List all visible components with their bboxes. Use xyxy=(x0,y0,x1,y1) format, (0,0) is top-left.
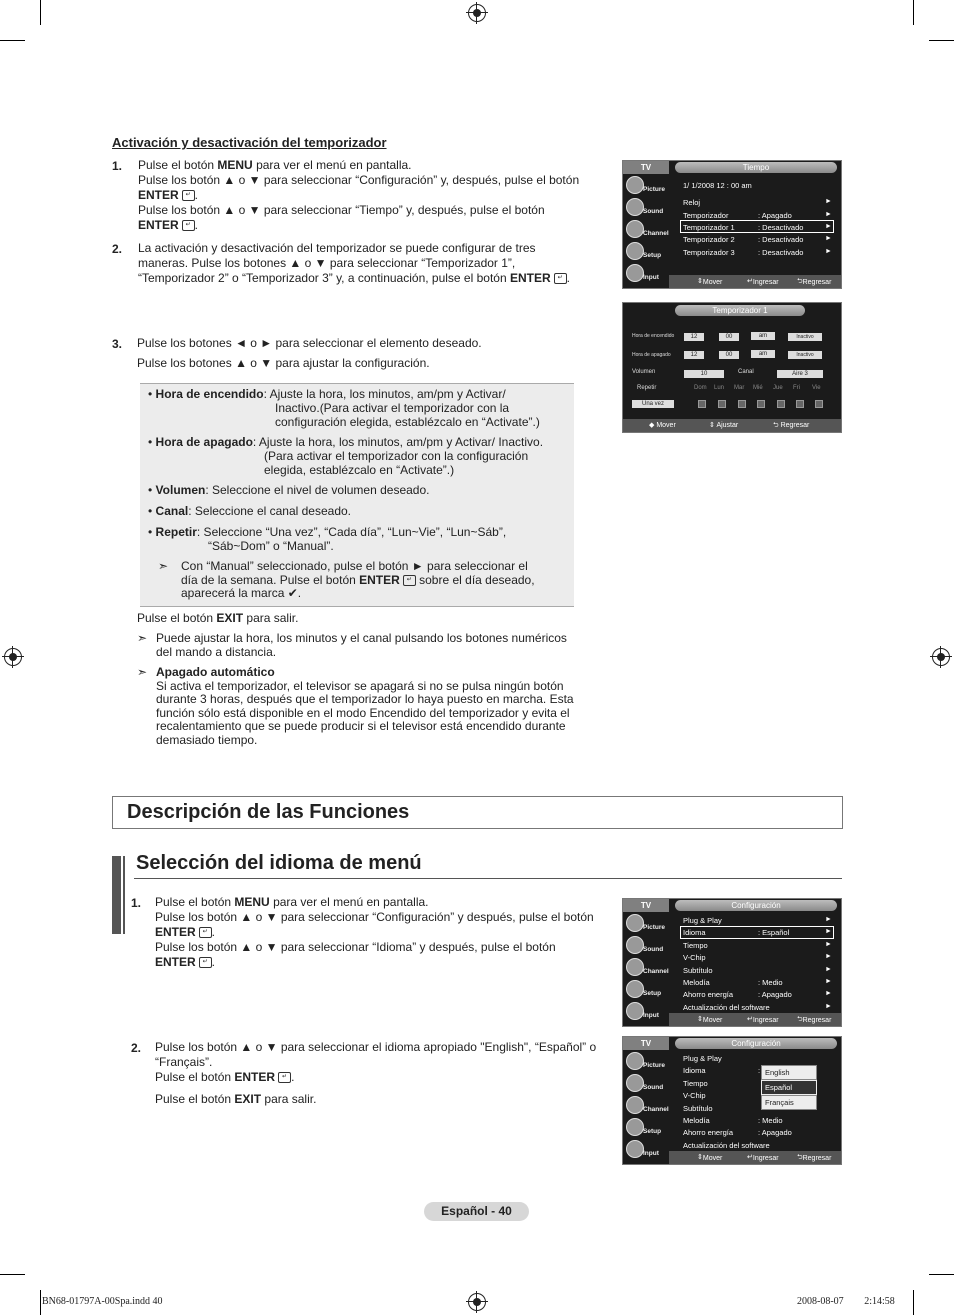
menu-title: Configuración xyxy=(675,900,837,911)
lang-option-english[interactable]: English xyxy=(761,1065,817,1080)
picture-icon xyxy=(626,914,644,932)
menu-title: Configuración xyxy=(675,1038,837,1049)
menu-row: Actualización del software ► xyxy=(683,1003,832,1012)
day-checkbox[interactable] xyxy=(815,400,823,408)
channel-icon xyxy=(626,220,644,238)
step-text: Pulse los botón ▲ o ▼ para seleccionar el idioma apropiado "English", “Español” o “Français”. Pulse el botón ENTER ↵ . Pulse el botón EXIT para salir. xyxy=(155,1040,597,1106)
menu-row: Melodía : Medio xyxy=(683,1116,783,1125)
note-manual: Con “Manual” seleccionado, pulse el botón ► para seleccionar el día de la semana. Pulse el botón ENTER ↵ sobre el día deseado, aparecerá la marca ✔. xyxy=(181,559,535,600)
note-arrow-icon: ➣ xyxy=(137,631,148,645)
bullet-hora-apagado: • Hora de apagado: Ajuste la hora, los minutos, am/pm y Activar/ Inactivo. (Para activar el temporizador con la configuración elegida, establézcalo en “Activate”.) xyxy=(148,435,544,477)
channel-icon xyxy=(626,958,644,976)
heading-bar xyxy=(123,856,125,934)
sidebar-item-input: Input xyxy=(623,262,669,284)
day-checkbox[interactable] xyxy=(757,400,765,408)
bullet-volumen: • Volumen: Seleccione el nivel de volumen deseado. xyxy=(148,483,430,497)
on-hour-field[interactable]: 12 xyxy=(684,333,704,341)
off-ampm-field[interactable]: am xyxy=(751,350,775,358)
sound-icon xyxy=(626,1074,644,1092)
sidebar-item-setup: Setup xyxy=(623,1116,669,1138)
sidebar-item-picture: Picture xyxy=(623,174,669,196)
menu-row: Melodía : Medio ► xyxy=(683,978,832,987)
setup-icon xyxy=(626,980,644,998)
menu-row: Idioma : Español ► xyxy=(683,928,832,937)
input-icon xyxy=(626,1140,644,1158)
step-number: 2. xyxy=(112,242,123,256)
menu-footer: ⇕ Mover ↵ Ingresar ⮌ Regresar xyxy=(669,1151,841,1164)
divider xyxy=(134,878,842,879)
menu-row: Ahorro energía : Apagado ► xyxy=(683,990,832,999)
tv-menu-idioma xyxy=(622,1036,842,1165)
crop-mark xyxy=(913,0,914,25)
tv-menu-tiempo xyxy=(622,160,842,289)
menu-row: Tiempo ► xyxy=(683,941,832,950)
off-state-field[interactable]: Inactivo xyxy=(788,351,822,359)
menu-footer: ⇕ Mover ↵ Ingresar ⮌ Regresar xyxy=(669,1013,841,1026)
crop-mark xyxy=(929,1274,954,1275)
volume-label: Volumen xyxy=(632,369,656,375)
step-number: 3. xyxy=(112,337,123,351)
sidebar-item-sound: Sound xyxy=(623,1072,669,1094)
menu-row: Temporizador : Apagado ► xyxy=(683,211,832,220)
repeat-label: Repetir xyxy=(637,385,657,391)
menu-title: Tiempo xyxy=(675,162,837,173)
heading-bar xyxy=(112,856,121,934)
repeat-field[interactable]: Una vez xyxy=(632,400,674,408)
picture-icon xyxy=(626,1052,644,1070)
sidebar-item-picture: Picture xyxy=(623,912,669,934)
menu-title: Temporizador 1 xyxy=(675,305,805,316)
section-title-box xyxy=(112,796,843,829)
crop-mark xyxy=(0,1274,25,1275)
menu-row: Actualización del software xyxy=(683,1141,770,1150)
step-number: 2. xyxy=(131,1041,142,1055)
menu-row: Subtítulo xyxy=(683,1104,713,1113)
on-ampm-field[interactable]: am xyxy=(751,332,775,340)
day-label: Mié xyxy=(753,385,763,391)
tab-tv: TV xyxy=(623,161,669,174)
menu-row: Ahorro energía : Apagado xyxy=(683,1128,792,1137)
enter-icon: ↵ xyxy=(278,1072,291,1083)
step-number: 1. xyxy=(131,896,142,910)
step-number: 1. xyxy=(112,159,123,173)
menu-row: Tiempo xyxy=(683,1079,708,1088)
tv-menu-temporizador1 xyxy=(622,302,842,433)
menu-row: Temporizador 2 : Desactivado ► xyxy=(683,235,832,244)
section-heading: Activación y desactivación del temporizador xyxy=(112,135,387,150)
note-arrow-icon: ➣ xyxy=(137,665,148,679)
step-text: Pulse el botón MENU para ver el menú en pantalla. Pulse los botón ▲ o ▼ para seleccionar “Configuración” y, después, pulse el botón ENTER ↵ . Pulse los botón ▲ o ▼ para seleccionar “Tiempo” y, después, pulse el botón ENTER ↵ . xyxy=(138,158,580,232)
tv-menu-configuracion xyxy=(622,898,842,1027)
menu-row: V-Chip xyxy=(683,1091,706,1100)
crop-mark xyxy=(40,1290,41,1315)
day-label: Vie xyxy=(812,385,821,391)
menu-sidebar xyxy=(623,1050,669,1160)
setup-icon xyxy=(626,1118,644,1136)
day-label: Jue xyxy=(773,385,783,391)
sound-icon xyxy=(626,198,644,216)
menu-footer: ◆ Mover ⇕ Ajustar ⮌ Regresar xyxy=(623,419,841,432)
day-checkbox[interactable] xyxy=(796,400,804,408)
menu-row: Plug & Play ► xyxy=(683,916,832,925)
bullet-repetir: • Repetir: Seleccione “Una vez”, “Cada día”, “Lun~Vie”, “Lun~Sáb”, “Sáb~Dom” o “Manual”. xyxy=(148,525,507,553)
lang-option-francais[interactable]: Français xyxy=(761,1095,817,1110)
on-state-field[interactable]: Inactivo xyxy=(788,333,822,341)
enter-icon: ↵ xyxy=(403,575,416,586)
menu-sidebar xyxy=(623,912,669,1022)
off-min-field[interactable]: 00 xyxy=(719,351,739,359)
tab-tv: TV xyxy=(623,1037,669,1050)
day-label: Lun xyxy=(714,385,725,391)
sidebar-item-sound: Sound xyxy=(623,934,669,956)
step-text: Pulse los botones ◄ o ► para seleccionar el elemento deseado. xyxy=(137,336,482,350)
on-min-field[interactable]: 00 xyxy=(719,333,739,341)
step-text: Pulse los botones ▲ o ▼ para ajustar la configuración. xyxy=(137,356,430,370)
section-title: Descripción de las Funciones xyxy=(127,801,410,823)
day-checkbox[interactable] xyxy=(718,400,726,408)
enter-icon: ↵ xyxy=(199,927,212,938)
menu-sidebar xyxy=(623,174,669,284)
setup-icon xyxy=(626,242,644,260)
sidebar-item-channel: Channel xyxy=(623,1094,669,1116)
input-icon xyxy=(626,1002,644,1020)
off-time-label: Hora de apagado xyxy=(632,352,671,358)
volume-field[interactable]: 10 xyxy=(684,370,724,378)
crop-mark xyxy=(929,40,954,41)
crop-mark xyxy=(0,40,25,41)
day-label: Fri xyxy=(793,385,800,391)
menu-row: Reloj ► xyxy=(683,198,832,207)
on-time-label: Hora de encendido xyxy=(632,333,675,339)
menu-row: Temporizador 1 : Desactivado ► xyxy=(683,223,832,232)
sidebar-item-setup: Setup xyxy=(623,978,669,1000)
day-label: Mar xyxy=(734,385,745,391)
crop-mark xyxy=(913,1290,914,1315)
day-label: Dom xyxy=(694,385,707,391)
registration-mark-icon xyxy=(932,648,950,666)
sound-icon xyxy=(626,936,644,954)
enter-icon: ↵ xyxy=(199,957,212,968)
page-title: Selección del idioma de menú xyxy=(136,852,422,874)
registration-mark-icon xyxy=(4,648,22,666)
sidebar-item-input: Input xyxy=(623,1000,669,1022)
tab-tv: TV xyxy=(623,899,669,912)
footer-date: 2008-08-07 ￿￿ 2:14:58 xyxy=(797,1296,895,1307)
note-numeric: Puede ajustar la hora, los minutos y el canal pulsando los botones numéricos del mando a distancia. xyxy=(156,631,567,659)
language-dropdown[interactable] xyxy=(761,1065,817,1109)
day-checkbox[interactable] xyxy=(738,400,746,408)
registration-mark-icon xyxy=(468,1293,486,1311)
page-number: Español - 40 xyxy=(424,1202,529,1221)
bullet-hora-encendido: • Hora de encendido: Ajuste la hora, los minutos, am/pm y Activar/ Inactivo.(Para activar el temporizador con la configuración elegida, establézcalo en “Activate”.) xyxy=(148,387,540,429)
day-checkbox[interactable] xyxy=(698,400,706,408)
channel-label: Canal xyxy=(738,369,754,375)
enter-icon: ↵ xyxy=(182,190,195,201)
menu-row: Idioma : xyxy=(683,1066,761,1075)
menu-row: Subtítulo ► xyxy=(683,966,832,975)
sidebar-item-sound: Sound xyxy=(623,196,669,218)
step-text: La activación y desactivación del temporizador se puede configurar de tres maneras. Pulse los botones ▲ o ▼ para seleccionar “Temporizador 1”, “Temporizador 2” o “Temporizador 3” y, a continuación, pulse el botón ENTER ↵ . xyxy=(138,241,570,285)
enter-icon: ↵ xyxy=(554,273,567,284)
step-text: Pulse el botón MENU para ver el menú en pantalla. Pulse los botón ▲ o ▼ para seleccionar “Configuración” y después, pulse el botón ENTER ↵ . Pulse los botón ▲ o ▼ para seleccionar “Idioma” y después, pulse el botón ENTER ↵ . xyxy=(155,895,594,969)
sidebar-item-input: Input xyxy=(623,1138,669,1160)
crop-mark xyxy=(40,0,41,25)
channel-icon xyxy=(626,1096,644,1114)
enter-icon: ↵ xyxy=(182,220,195,231)
day-checkbox[interactable] xyxy=(777,400,785,408)
exit-text: Pulse el botón EXIT para salir. xyxy=(137,611,299,625)
input-icon xyxy=(626,264,644,282)
menu-footer: ⇕ Mover ↵ Ingresar ⮌ Regresar xyxy=(669,275,841,288)
footer-file: BN68-01797A-00Spa.indd 40 xyxy=(42,1296,163,1307)
registration-mark-icon xyxy=(468,4,486,22)
note-auto-off: Apagado automático Si activa el temporizador, el televisor se apagará si no se pulsa ningún botón durante 3 horas, después que el temporizador lo haya puesto en marcha. Esta función sólo está disponible en el modo Encendido del temporizador y evita el recalentamiento que se puede producir si el televisor está encendido durante demasiado tiempo. xyxy=(156,665,574,747)
menu-row: Plug & Play xyxy=(683,1054,722,1063)
sidebar-item-channel: Channel xyxy=(623,956,669,978)
sidebar-item-picture: Picture xyxy=(623,1050,669,1072)
picture-icon xyxy=(626,176,644,194)
menu-row: Temporizador 3 : Desactivado ► xyxy=(683,248,832,257)
lang-option-espanol[interactable]: Español xyxy=(761,1080,817,1095)
channel-field[interactable]: Aire 3 xyxy=(777,370,823,378)
bullet-canal: • Canal: Seleccione el canal deseado. xyxy=(148,504,352,518)
sidebar-item-setup: Setup xyxy=(623,240,669,262)
note-arrow-icon: ➣ xyxy=(158,559,169,573)
sidebar-item-channel: Channel xyxy=(623,218,669,240)
off-hour-field[interactable]: 12 xyxy=(684,351,704,359)
menu-row: V-Chip ► xyxy=(683,953,832,962)
menu-date: 1/ 1/2008 12 : 00 am xyxy=(683,181,752,190)
